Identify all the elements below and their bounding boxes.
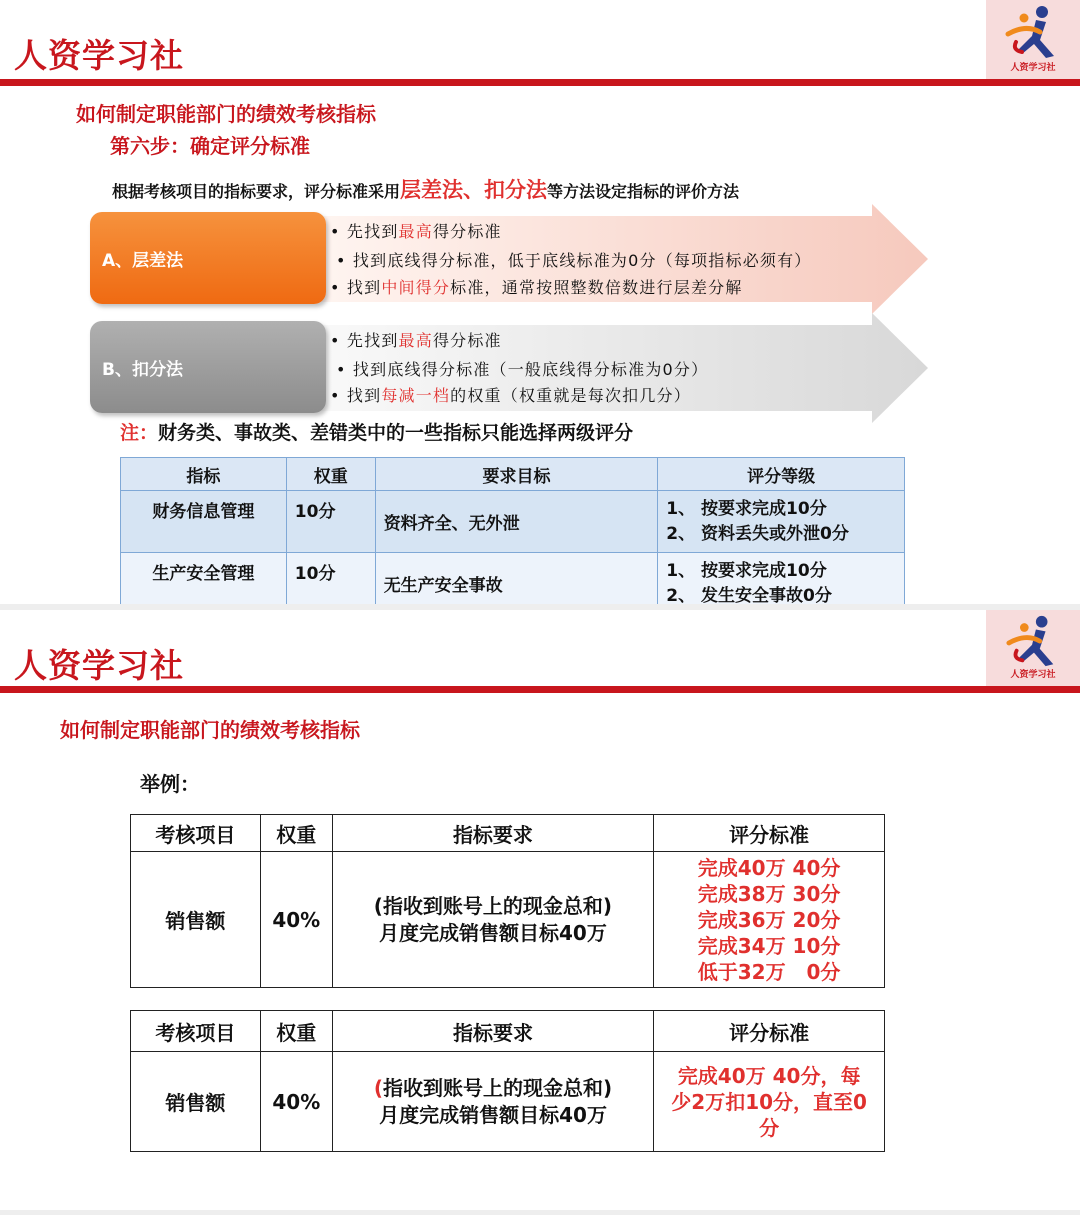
scoring-table [120, 457, 905, 604]
example-table-1 [130, 814, 885, 988]
table-cell [332, 1052, 654, 1152]
table-header: 评分等级 [658, 458, 905, 491]
score-line: 完成40万 40分 [697, 855, 841, 880]
table-header: 评分标准 [654, 1011, 885, 1052]
table-cell: 40% [260, 1052, 332, 1152]
note-text: 财务类、事故类、差错类中的一些指标只能选择两级评分 [158, 422, 634, 444]
logo-text: 人资学习社 [1010, 63, 1056, 73]
intro-highlight: 层差法、扣分法 [400, 178, 548, 202]
requirement-text: 指收到账号上的现金总和) [383, 1075, 613, 1100]
logo-figure-icon [1002, 614, 1064, 670]
requirement-line: 月度完成销售额目标40万 [379, 920, 607, 945]
list-item: • 找到底线得分标准，低于底线标准为0分（每项指标必须有） [336, 251, 812, 270]
intro-text [112, 174, 739, 204]
table-header: 考核项目 [131, 1011, 261, 1052]
table-cell: 销售额 [131, 1052, 261, 1152]
method-a-label: A、层差法 [102, 250, 184, 271]
list-item: • 先找到最高得分标准 [330, 331, 502, 350]
table-header-row [131, 815, 885, 852]
paren-open: ( [373, 1075, 384, 1100]
method-a-box [90, 212, 326, 304]
table-cell [654, 1052, 885, 1152]
score-line: 少2万扣10分，直至0 [671, 1089, 867, 1114]
table-header: 要求目标 [375, 458, 658, 491]
page-title: 如何制定职能部门的绩效考核指标 [76, 102, 376, 126]
table-header: 权重 [286, 458, 375, 491]
requirement-line [337, 1075, 650, 1102]
score-line: 完成34万 10分 [697, 933, 841, 958]
intro-after: 等方法设定指标的评价方法 [547, 182, 740, 201]
table-cell: 10分 [286, 553, 375, 605]
table-header: 评分标准 [654, 815, 885, 852]
logo-text: 人资学习社 [1010, 670, 1056, 680]
page-title: 如何制定职能部门的绩效考核指标 [60, 718, 360, 742]
page-subtitle: 第六步：确定评分标准 [110, 134, 310, 158]
brand-title: 人资学习社 [14, 646, 184, 685]
score-line: 低于32万 0分 [697, 959, 841, 984]
table-cell: 无生产安全事故 [375, 553, 658, 605]
grade-line: 1、 按要求完成10分 [666, 498, 827, 519]
table-header: 权重 [260, 1011, 332, 1052]
score-line: 完成38万 30分 [697, 881, 841, 906]
slide-1 [0, 0, 1080, 604]
note-label: 注： [120, 422, 159, 444]
score-line: 完成36万 20分 [697, 907, 841, 932]
table-cell: 10分 [286, 491, 375, 553]
table-row [121, 491, 905, 553]
table-cell [654, 852, 885, 988]
logo-figure-icon [1002, 4, 1064, 62]
grade-line: 2、 发生安全事故0分 [666, 585, 832, 604]
brand-title: 人资学习社 [14, 36, 184, 75]
list-item: • 先找到最高得分标准 [330, 222, 502, 241]
note [120, 418, 633, 445]
table-header-row [121, 458, 905, 491]
table-row [131, 1052, 885, 1152]
table-cell: 生产安全管理 [121, 553, 287, 605]
list-item: • 找到每减一档的权重（权重就是每次扣几分） [330, 386, 691, 405]
method-b-label: B、扣分法 [102, 359, 183, 380]
table-cell: 财务信息管理 [121, 491, 287, 553]
method-b-box [90, 321, 326, 413]
intro-before: 根据考核项目的指标要求，评分标准采用 [112, 182, 401, 201]
table-cell [332, 852, 653, 988]
table-cell [658, 491, 905, 553]
requirement-line: 月度完成销售额目标40万 [379, 1102, 607, 1127]
table-row [121, 553, 905, 605]
table-cell: 资料齐全、无外泄 [375, 491, 658, 553]
example-label: 举例： [140, 772, 200, 796]
table-cell [658, 553, 905, 605]
example-table-2 [130, 1010, 885, 1152]
header-divider [0, 686, 1080, 693]
table-cell: 40% [260, 852, 332, 988]
slide-2 [0, 610, 1080, 1210]
score-line: 分 [759, 1115, 780, 1140]
grade-line: 2、 资料丢失或外泄0分 [666, 523, 849, 544]
table-cell: 销售额 [131, 852, 261, 988]
table-row [131, 852, 885, 988]
table-header: 指标要求 [332, 1011, 654, 1052]
header-divider [0, 79, 1080, 86]
score-line: 完成40万 40分，每 [677, 1063, 861, 1088]
table-header: 指标 [121, 458, 287, 491]
grade-line: 1、 按要求完成10分 [666, 560, 827, 581]
requirement-line: (指收到账号上的现金总和) [373, 893, 613, 918]
table-header-row [131, 1011, 885, 1052]
list-item: • 找到底线得分标准（一般底线得分标准为0分） [336, 360, 709, 379]
table-header: 考核项目 [131, 815, 261, 852]
logo [986, 610, 1080, 686]
logo [986, 0, 1080, 79]
table-header: 权重 [260, 815, 332, 852]
table-header: 指标要求 [332, 815, 653, 852]
list-item: • 找到中间得分标准，通常按照整数倍数进行层差分解 [330, 278, 743, 297]
